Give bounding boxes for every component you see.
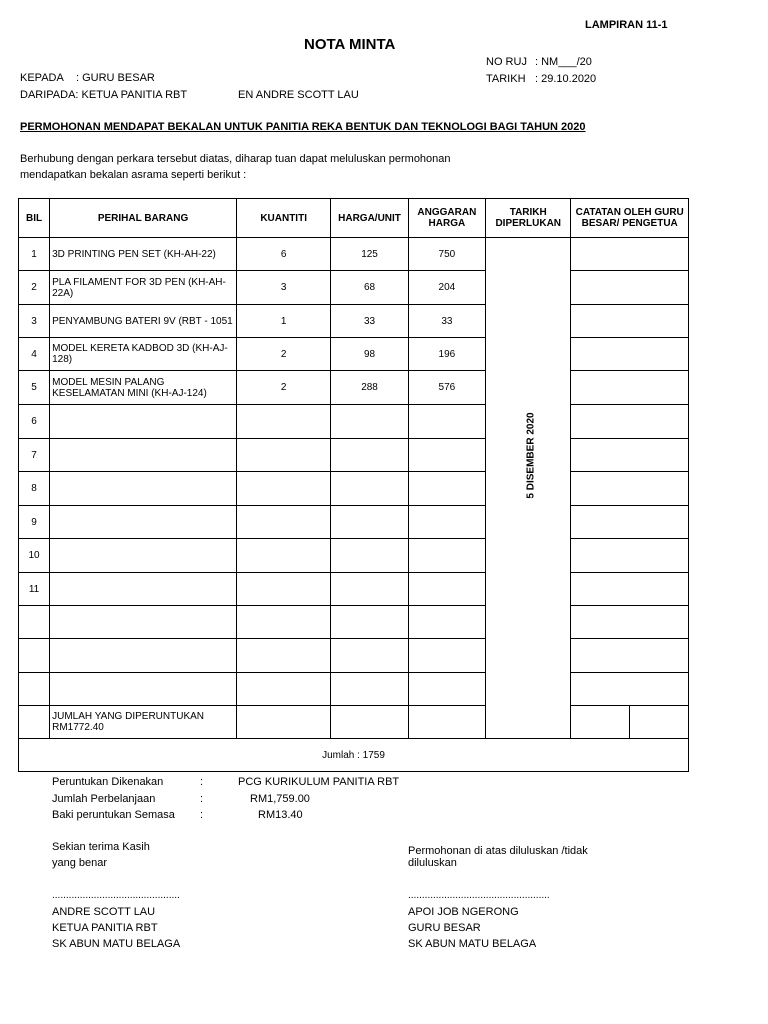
no-ruj-value: : NM___/20	[535, 56, 592, 68]
baki-label: Baki peruntukan Semasa	[52, 809, 175, 821]
row-anggaran	[408, 439, 485, 472]
header-perihal: PERIHAL BARANG	[50, 199, 237, 238]
row-perihal	[50, 405, 237, 439]
row-bil: 2	[19, 271, 50, 305]
allocated-amount: JUMLAH YANG DIPERUNTUKAN RM1772.40	[50, 706, 237, 739]
row-harga	[331, 573, 408, 606]
row-kuantiti	[236, 573, 330, 606]
colon: :	[200, 776, 204, 788]
table-row	[19, 338, 689, 371]
tarikh-diperlukan-value: 5 DISEMBER 2020	[525, 411, 537, 499]
header-harga: HARGA/UNIT	[331, 199, 408, 238]
table-row	[19, 238, 689, 271]
row-kuantiti	[236, 606, 330, 639]
daripada-label: DARIPADA: KETUA PANITIA RBT	[20, 89, 188, 101]
row-harga	[331, 673, 408, 706]
row-kuantiti: 1	[236, 305, 330, 338]
table-row-total	[19, 739, 689, 772]
left-signer-school: SK ABUN MATU BELAGA	[52, 938, 181, 950]
row-harga	[331, 639, 408, 673]
table-row-allocated	[19, 706, 689, 739]
row-harga: 98	[331, 338, 408, 371]
header-kuantiti: KUANTITI	[236, 199, 330, 238]
row-harga	[331, 506, 408, 539]
right-signer-post: GURU BESAR	[408, 922, 481, 934]
row-perihal	[50, 506, 237, 539]
table-row	[19, 371, 689, 405]
row-kuantiti: 3	[236, 271, 330, 305]
row-catatan	[571, 338, 689, 371]
row-harga	[331, 606, 408, 639]
row-catatan	[571, 606, 689, 639]
row-kuantiti	[236, 405, 330, 439]
row-bil: 5	[19, 371, 50, 405]
left-signer-post: KETUA PANITIA RBT	[52, 922, 158, 934]
table-row	[19, 472, 689, 506]
table-row	[19, 305, 689, 338]
row-anggaran	[408, 539, 485, 573]
tarikh-label: TARIKH	[486, 73, 526, 85]
right-signature-line: ...................................................	[408, 890, 550, 901]
total-amount: Jumlah : 1759	[19, 739, 689, 772]
row-anggaran: 576	[408, 371, 485, 405]
table-row	[19, 639, 689, 673]
row-bil: 4	[19, 338, 50, 371]
row-perihal: MODEL MESIN PALANG KESELAMATAN MINI (KH-AJ-124)	[50, 371, 237, 405]
page-title: NOTA MINTA	[304, 36, 396, 53]
row-bil: 11	[19, 573, 50, 606]
request-table	[18, 198, 689, 772]
header-anggaran: ANGGARAN HARGA	[408, 199, 485, 238]
row-harga	[331, 439, 408, 472]
row-anggaran	[408, 606, 485, 639]
row-anggaran: 750	[408, 238, 485, 271]
row-catatan	[571, 539, 689, 573]
row-perihal	[50, 472, 237, 506]
row-harga: 288	[331, 371, 408, 405]
row-kuantiti	[236, 506, 330, 539]
peruntukan-value: PCG KURIKULUM PANITIA RBT	[238, 776, 400, 788]
row-bil: 3	[19, 305, 50, 338]
table-row	[19, 506, 689, 539]
row-bil: 1	[19, 238, 50, 271]
row-catatan	[571, 371, 689, 405]
row-catatan	[571, 573, 689, 606]
table-row	[19, 573, 689, 606]
row-kuantiti	[236, 439, 330, 472]
row-catatan	[571, 405, 689, 439]
header-bil: BIL	[19, 199, 50, 238]
row-perihal: PLA FILAMENT FOR 3D PEN (KH-AH-22A)	[50, 271, 237, 305]
row-harga: 33	[331, 305, 408, 338]
row-catatan	[571, 238, 689, 271]
table-row	[19, 673, 689, 706]
row-bil: 6	[19, 405, 50, 439]
row-harga	[331, 539, 408, 573]
row-perihal: PENYAMBUNG BATERI 9V (RBT - 1051	[50, 305, 237, 338]
no-ruj-label: NO RUJ	[486, 56, 527, 68]
row-anggaran: 196	[408, 338, 485, 371]
row-perihal	[50, 639, 237, 673]
row-anggaran	[408, 405, 485, 439]
header-catatan: CATATAN OLEH GURU BESAR/ PENGETUA	[571, 199, 689, 238]
row-bil	[19, 673, 50, 706]
row-harga: 125	[331, 238, 408, 271]
row-catatan	[571, 673, 689, 706]
perbelanjaan-label: Jumlah Perbelanjaan	[52, 793, 156, 805]
row-catatan	[571, 439, 689, 472]
row-catatan	[571, 305, 689, 338]
table-row	[19, 439, 689, 472]
closing-line-1: Sekian terima Kasih	[52, 841, 150, 853]
row-kuantiti: 6	[236, 238, 330, 271]
approval-line-2: diluluskan	[408, 857, 457, 869]
row-kuantiti: 2	[236, 338, 330, 371]
right-signer-name: APOI JOB NGERONG	[408, 906, 519, 918]
approval-line-1: Permohonan di atas diluluskan /tidak	[408, 845, 588, 857]
row-anggaran	[408, 472, 485, 506]
row-anggaran	[408, 639, 485, 673]
row-bil	[19, 639, 50, 673]
subject-line: PERMOHONAN MENDAPAT BEKALAN UNTUK PANITIA REKA BENTUK DAN TEKNOLOGI BAGI TAHUN 2020	[20, 121, 586, 133]
intro-line-1: Berhubung dengan perkara tersebut diatas, diharap tuan dapat meluluskan permohonan	[20, 153, 451, 165]
row-perihal	[50, 573, 237, 606]
header-tarikh: TARIKH DIPERLUKAN	[486, 199, 571, 238]
daripada-name: EN ANDRE SCOTT LAU	[238, 89, 359, 101]
row-kuantiti	[236, 639, 330, 673]
left-signer-name: ANDRE SCOTT LAU	[52, 906, 156, 918]
tarikh-value: : 29.10.2020	[535, 73, 597, 85]
row-harga: 68	[331, 271, 408, 305]
table-row	[19, 606, 689, 639]
right-signer-school: SK ABUN MATU BELAGA	[408, 938, 537, 950]
closing-line-2: yang benar	[52, 857, 108, 869]
row-kuantiti	[236, 673, 330, 706]
left-signature-line: ..............................................	[52, 890, 180, 901]
row-perihal	[50, 539, 237, 573]
table-row	[19, 405, 689, 439]
row-kuantiti	[236, 539, 330, 573]
row-bil: 7	[19, 439, 50, 472]
row-perihal: MODEL KERETA KADBOD 3D (KH-AJ-128)	[50, 338, 237, 371]
row-perihal: 3D PRINTING PEN SET (KH-AH-22)	[50, 238, 237, 271]
row-anggaran: 204	[408, 271, 485, 305]
kepada-value: : GURU BESAR	[76, 72, 155, 84]
row-harga	[331, 472, 408, 506]
row-bil	[19, 606, 50, 639]
row-bil: 9	[19, 506, 50, 539]
row-perihal	[50, 606, 237, 639]
row-bil: 8	[19, 472, 50, 506]
row-kuantiti	[236, 472, 330, 506]
row-anggaran	[408, 506, 485, 539]
intro-line-2: mendapatkan bekalan asrama seperti berikut :	[20, 169, 247, 181]
row-catatan	[571, 639, 689, 673]
table-row	[19, 271, 689, 305]
row-perihal	[50, 673, 237, 706]
colon: :	[200, 809, 204, 821]
row-catatan	[571, 472, 689, 506]
kepada-label: KEPADA	[20, 72, 64, 84]
row-perihal	[50, 439, 237, 472]
table-row	[19, 539, 689, 573]
colon: :	[200, 793, 204, 805]
row-bil: 10	[19, 539, 50, 573]
row-anggaran	[408, 573, 485, 606]
row-anggaran: 33	[408, 305, 485, 338]
peruntukan-label: Peruntukan Dikenakan	[52, 776, 164, 788]
baki-value: RM13.40	[258, 809, 303, 821]
row-anggaran	[408, 673, 485, 706]
table-header-row	[19, 199, 689, 238]
row-kuantiti: 2	[236, 371, 330, 405]
lampiran-label: LAMPIRAN 11-1	[585, 19, 668, 31]
row-catatan	[571, 506, 689, 539]
row-harga	[331, 405, 408, 439]
perbelanjaan-value: RM1,759.00	[250, 793, 310, 805]
row-catatan	[571, 271, 689, 305]
